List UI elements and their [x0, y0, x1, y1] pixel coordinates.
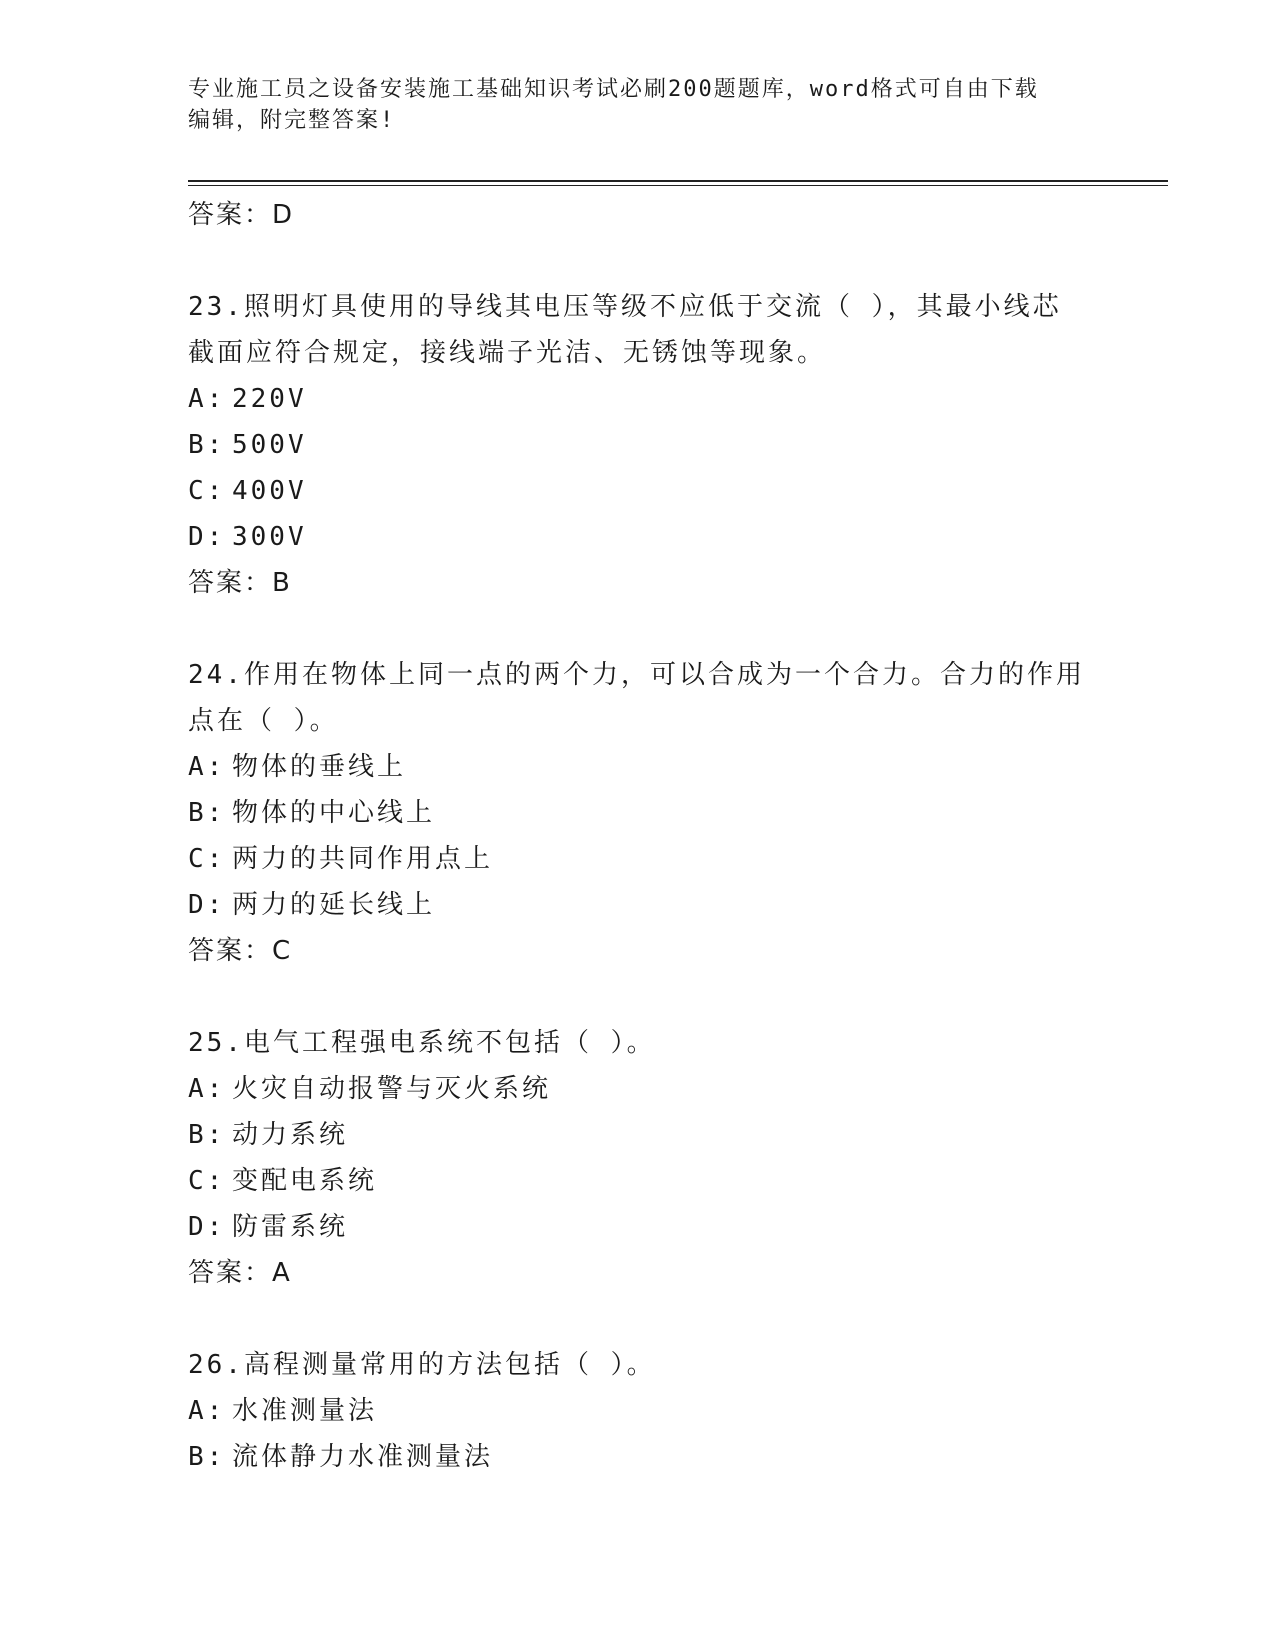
option-text: 动力系统: [232, 1120, 349, 1150]
spacer: [188, 974, 1088, 1020]
option-a: [188, 1066, 1088, 1112]
option-d: [188, 1204, 1088, 1250]
option-letter: B:: [188, 798, 226, 828]
option-letter: C:: [188, 1166, 226, 1196]
question-stem-line-1: 26.高程测量常用的方法包括（ ）。: [188, 1350, 656, 1380]
option-letter: B:: [188, 1442, 226, 1472]
option-letter: B:: [188, 1120, 226, 1150]
answer-line: 答案：C: [188, 936, 293, 966]
option-text: 流体静力水准测量法: [232, 1442, 494, 1472]
option-text: 物体的中心线上: [232, 798, 436, 828]
option-letter: A:: [188, 1074, 226, 1104]
header-line-1: 专业施工员之设备安装施工基础知识考试必刷200题题库，word格式可自由下载: [188, 77, 1039, 102]
option-text: 两力的延长线上: [232, 890, 436, 920]
option-b: [188, 1434, 1088, 1480]
question-24: [188, 652, 1088, 974]
spacer: [188, 238, 1088, 284]
question-stem-line-1: 24.作用在物体上同一点的两个力，可以合成为一个合力。合力的作用: [188, 660, 1085, 690]
option-text: 300V: [232, 522, 307, 552]
spacer: [188, 1296, 1088, 1342]
option-letter: C:: [188, 476, 226, 506]
option-letter: B:: [188, 430, 226, 460]
spacer: [188, 606, 1088, 652]
answer-line: 答案：A: [188, 1258, 292, 1288]
question-26: [188, 1342, 1088, 1480]
option-text: 物体的垂线上: [232, 752, 407, 782]
option-text: 火灾自动报警与灭火系统: [232, 1074, 552, 1104]
question-stem-line-1: 23.照明灯具使用的导线其电压等级不应低于交流（ ），其最小线芯: [188, 292, 1062, 322]
answer-line: 答案：B: [188, 568, 292, 598]
option-text: 500V: [232, 430, 307, 460]
option-d: [188, 882, 1088, 928]
question-stem-line-2: 截面应符合规定，接线端子光洁、无锈蚀等现象。: [188, 338, 827, 368]
option-text: 220V: [232, 384, 307, 414]
question-list: [188, 192, 1088, 1480]
header-rule-thin: [188, 185, 1168, 186]
option-text: 400V: [232, 476, 307, 506]
option-a: [188, 1388, 1088, 1434]
header-rule-thick: [188, 180, 1168, 182]
option-text: 两力的共同作用点上: [232, 844, 494, 874]
option-letter: D:: [188, 522, 226, 552]
option-text: 水准测量法: [232, 1396, 378, 1426]
question-23: [188, 284, 1088, 606]
question-stem-line-2: 点在（ ）。: [188, 706, 339, 736]
question-25: [188, 1020, 1088, 1296]
header-line-2: 编辑，附完整答案!: [188, 108, 396, 133]
option-letter: C:: [188, 844, 226, 874]
option-c: [188, 836, 1088, 882]
option-letter: A:: [188, 752, 226, 782]
option-b: [188, 422, 1088, 468]
question-stem-line-1: 25.电气工程强电系统不包括（ ）。: [188, 1028, 656, 1058]
previous-answer: 答案：D: [188, 200, 295, 230]
option-a: [188, 744, 1088, 790]
option-b: [188, 1112, 1088, 1158]
document-header: [188, 74, 1088, 136]
option-letter: A:: [188, 384, 226, 414]
option-a: [188, 376, 1088, 422]
option-letter: D:: [188, 890, 226, 920]
option-text: 防雷系统: [232, 1212, 349, 1242]
option-letter: D:: [188, 1212, 226, 1242]
option-d: [188, 514, 1088, 560]
option-c: [188, 1158, 1088, 1204]
option-b: [188, 790, 1088, 836]
option-c: [188, 468, 1088, 514]
option-text: 变配电系统: [232, 1166, 378, 1196]
option-letter: A:: [188, 1396, 226, 1426]
